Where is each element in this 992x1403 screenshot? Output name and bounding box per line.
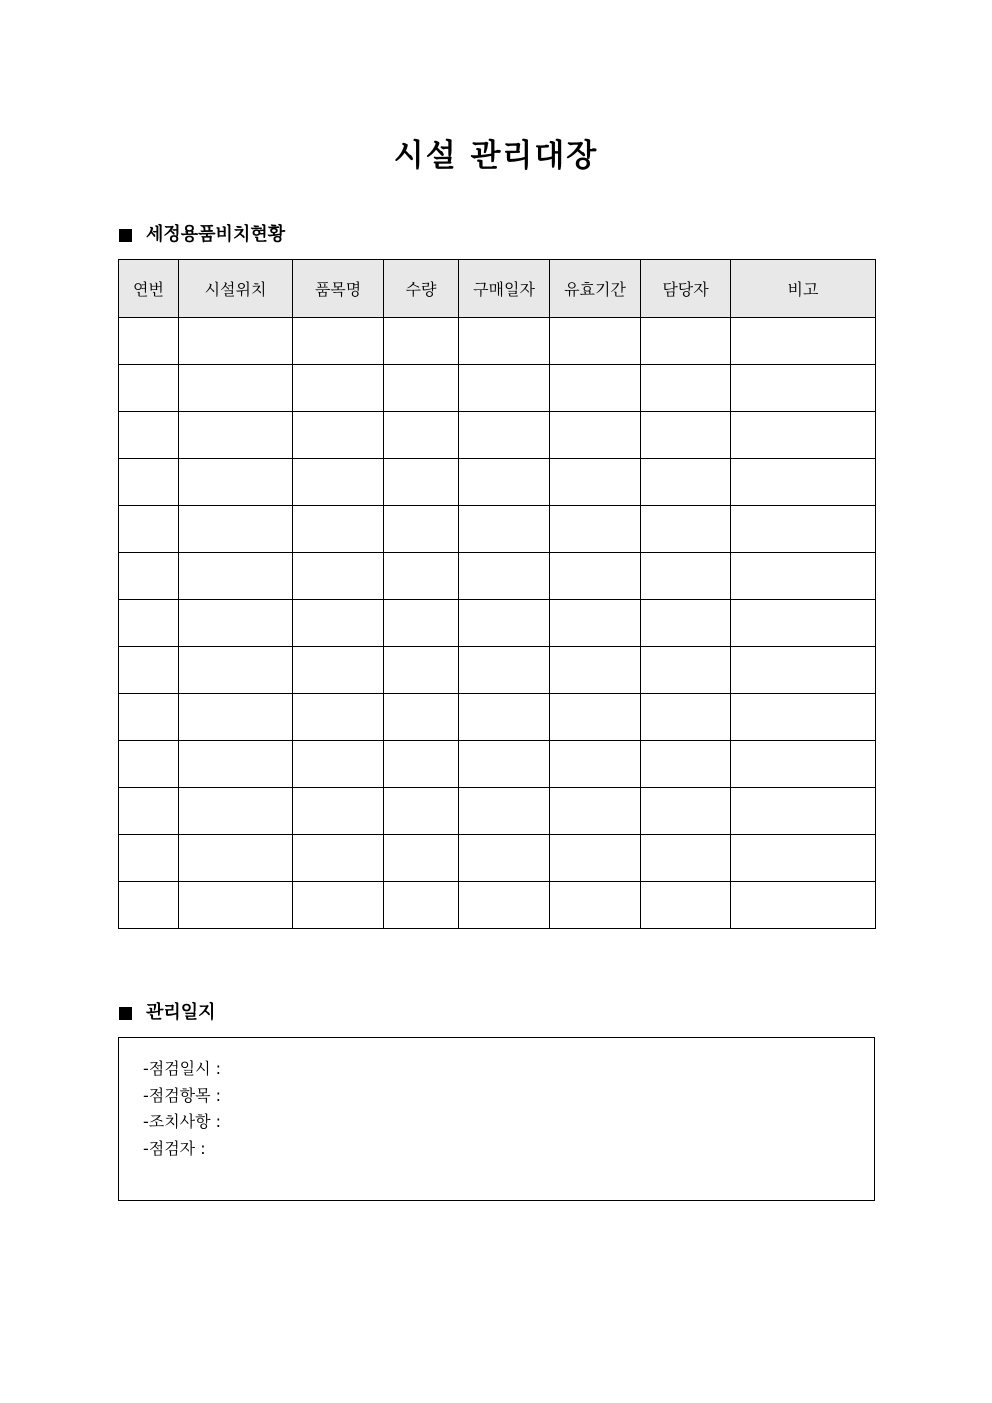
table-cell[interactable] bbox=[119, 318, 179, 365]
section-heading-supplies bbox=[119, 223, 285, 247]
table-cell[interactable] bbox=[550, 506, 641, 553]
table-cell[interactable] bbox=[641, 647, 731, 694]
table-cell[interactable] bbox=[459, 882, 550, 929]
table-cell[interactable] bbox=[550, 412, 641, 459]
table-cell[interactable] bbox=[384, 600, 459, 647]
table-cell[interactable] bbox=[459, 741, 550, 788]
table-cell[interactable] bbox=[384, 788, 459, 835]
table-cell[interactable] bbox=[384, 835, 459, 882]
table-cell[interactable] bbox=[731, 318, 876, 365]
table-row bbox=[119, 835, 876, 882]
table-cell[interactable] bbox=[293, 741, 384, 788]
table-cell[interactable] bbox=[384, 506, 459, 553]
log-field-inspection-datetime: -점검일시 : bbox=[143, 1059, 222, 1078]
table-cell[interactable] bbox=[550, 694, 641, 741]
table-cell[interactable] bbox=[293, 365, 384, 412]
table-cell[interactable] bbox=[119, 412, 179, 459]
table-cell[interactable] bbox=[179, 788, 293, 835]
log-field-inspection-item: -점검항목 : bbox=[143, 1085, 222, 1105]
table-cell[interactable] bbox=[293, 553, 384, 600]
table-cell[interactable] bbox=[731, 835, 876, 882]
table-cell[interactable] bbox=[641, 318, 731, 365]
table-cell[interactable] bbox=[179, 365, 293, 412]
table-cell[interactable] bbox=[119, 835, 179, 882]
table-cell[interactable] bbox=[179, 600, 293, 647]
table-row bbox=[119, 600, 876, 647]
table-cell[interactable] bbox=[731, 741, 876, 788]
table-cell[interactable] bbox=[550, 318, 641, 365]
table-cell[interactable] bbox=[293, 459, 384, 506]
section-heading-log bbox=[119, 1001, 216, 1025]
table-cell[interactable] bbox=[731, 788, 876, 835]
column-header-item-name: 품목명 bbox=[293, 260, 384, 318]
column-header-location: 시설위치 bbox=[179, 260, 293, 318]
table-cell[interactable] bbox=[384, 647, 459, 694]
table-cell[interactable] bbox=[459, 412, 550, 459]
table-cell[interactable] bbox=[293, 647, 384, 694]
table-cell[interactable] bbox=[641, 365, 731, 412]
table-cell[interactable] bbox=[384, 882, 459, 929]
table-cell[interactable] bbox=[459, 553, 550, 600]
table-header-row bbox=[119, 260, 876, 318]
table-cell[interactable] bbox=[731, 412, 876, 459]
table-cell[interactable] bbox=[459, 600, 550, 647]
column-header-expiry: 유효기간 bbox=[550, 260, 641, 318]
table-cell[interactable] bbox=[641, 600, 731, 647]
table-cell[interactable] bbox=[293, 694, 384, 741]
table-cell[interactable] bbox=[384, 412, 459, 459]
column-header-manager: 담당자 bbox=[641, 260, 731, 318]
document-title: 시설 관리대장 bbox=[393, 138, 599, 174]
table-cell[interactable] bbox=[119, 553, 179, 600]
table-cell[interactable] bbox=[293, 412, 384, 459]
table-cell[interactable] bbox=[384, 741, 459, 788]
table-row bbox=[119, 412, 876, 459]
section-heading-supplies-label: 세정용품비치현황 bbox=[146, 224, 286, 245]
table-cell[interactable] bbox=[293, 600, 384, 647]
table-cell[interactable] bbox=[179, 741, 293, 788]
log-field-inspector: -점검자 : bbox=[143, 1138, 206, 1158]
table-cell[interactable] bbox=[731, 882, 876, 929]
table-cell[interactable] bbox=[731, 459, 876, 506]
table-cell[interactable] bbox=[550, 365, 641, 412]
table-cell[interactable] bbox=[641, 506, 731, 553]
table-cell[interactable] bbox=[459, 506, 550, 553]
table-cell[interactable] bbox=[179, 459, 293, 506]
table-row bbox=[119, 506, 876, 553]
square-bullet-icon bbox=[119, 229, 132, 242]
table-cell[interactable] bbox=[179, 318, 293, 365]
table-cell[interactable] bbox=[119, 788, 179, 835]
table-row bbox=[119, 459, 876, 506]
table-cell[interactable] bbox=[550, 835, 641, 882]
table-cell[interactable] bbox=[384, 553, 459, 600]
table-cell[interactable] bbox=[459, 788, 550, 835]
table-cell[interactable] bbox=[119, 365, 179, 412]
table-cell[interactable] bbox=[641, 694, 731, 741]
table-cell[interactable] bbox=[119, 741, 179, 788]
table-cell[interactable] bbox=[179, 412, 293, 459]
table-cell[interactable] bbox=[641, 412, 731, 459]
table-cell[interactable] bbox=[119, 506, 179, 553]
table-cell[interactable] bbox=[384, 459, 459, 506]
table-cell[interactable] bbox=[293, 788, 384, 835]
table-cell[interactable] bbox=[119, 459, 179, 506]
table-cell[interactable] bbox=[384, 694, 459, 741]
table-cell[interactable] bbox=[119, 647, 179, 694]
table-cell[interactable] bbox=[641, 741, 731, 788]
table-cell[interactable] bbox=[179, 694, 293, 741]
table-cell[interactable] bbox=[550, 882, 641, 929]
table-cell[interactable] bbox=[550, 741, 641, 788]
table-cell[interactable] bbox=[293, 835, 384, 882]
table-cell[interactable] bbox=[384, 365, 459, 412]
table-row bbox=[119, 694, 876, 741]
table-cell[interactable] bbox=[179, 835, 293, 882]
column-header-quantity: 수량 bbox=[384, 260, 459, 318]
table-cell[interactable] bbox=[641, 788, 731, 835]
column-header-remarks: 비고 bbox=[731, 260, 876, 318]
supplies-table bbox=[118, 259, 876, 929]
log-field-list bbox=[119, 1038, 874, 1162]
table-cell[interactable] bbox=[550, 788, 641, 835]
table-row bbox=[119, 741, 876, 788]
table-cell[interactable] bbox=[641, 553, 731, 600]
table-cell[interactable] bbox=[459, 694, 550, 741]
square-bullet-icon bbox=[119, 1007, 132, 1020]
table-cell[interactable] bbox=[641, 459, 731, 506]
table-cell[interactable] bbox=[731, 647, 876, 694]
column-header-purchase-date: 구매일자 bbox=[459, 260, 550, 318]
table-cell[interactable] bbox=[731, 553, 876, 600]
table-cell[interactable] bbox=[641, 835, 731, 882]
table-cell[interactable] bbox=[293, 882, 384, 929]
table-cell[interactable] bbox=[459, 318, 550, 365]
table-cell[interactable] bbox=[384, 318, 459, 365]
management-log-box bbox=[118, 1037, 875, 1201]
table-cell[interactable] bbox=[550, 553, 641, 600]
table-cell[interactable] bbox=[179, 882, 293, 929]
table-cell[interactable] bbox=[459, 647, 550, 694]
table-cell[interactable] bbox=[179, 647, 293, 694]
table-cell[interactable] bbox=[293, 506, 384, 553]
table-row bbox=[119, 647, 876, 694]
table-row bbox=[119, 318, 876, 365]
table-cell[interactable] bbox=[641, 882, 731, 929]
table-cell[interactable] bbox=[119, 882, 179, 929]
table-cell[interactable] bbox=[119, 600, 179, 647]
table-cell[interactable] bbox=[179, 553, 293, 600]
log-field-action-taken: -조치사항 : bbox=[143, 1112, 222, 1131]
table-body bbox=[119, 318, 876, 929]
column-header-serial: 연번 bbox=[119, 260, 179, 318]
table-cell[interactable] bbox=[459, 365, 550, 412]
table-cell[interactable] bbox=[179, 506, 293, 553]
table-cell[interactable] bbox=[459, 835, 550, 882]
table-row bbox=[119, 882, 876, 929]
table-row bbox=[119, 788, 876, 835]
table-cell[interactable] bbox=[550, 647, 641, 694]
table-cell[interactable] bbox=[550, 459, 641, 506]
table-row bbox=[119, 365, 876, 412]
table-cell[interactable] bbox=[731, 506, 876, 553]
table-cell[interactable] bbox=[550, 600, 641, 647]
table-cell[interactable] bbox=[293, 318, 384, 365]
table-row bbox=[119, 553, 876, 600]
table-cell[interactable] bbox=[731, 694, 876, 741]
table-cell[interactable] bbox=[731, 600, 876, 647]
section-heading-log-label: 관리일지 bbox=[146, 1002, 216, 1023]
table-cell[interactable] bbox=[731, 365, 876, 412]
table-cell[interactable] bbox=[119, 694, 179, 741]
table-cell[interactable] bbox=[459, 459, 550, 506]
